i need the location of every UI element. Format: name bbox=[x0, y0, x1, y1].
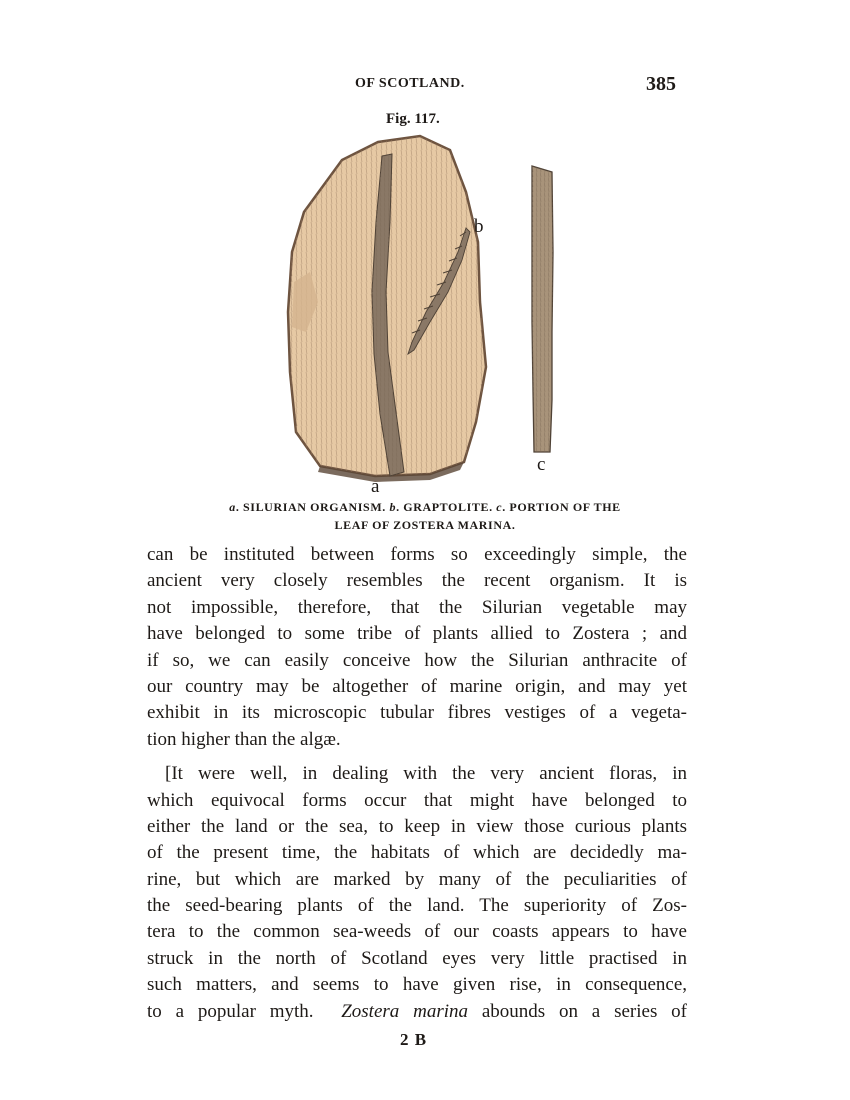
text-line: which equivocal forms occur that might have belonged to bbox=[147, 789, 687, 811]
caption-c: c bbox=[496, 500, 503, 514]
caption-b-text: . GRAPTOLITE. bbox=[396, 500, 493, 514]
caption-a: a bbox=[229, 500, 236, 514]
figure-illustration bbox=[280, 132, 580, 497]
text-line: ancient very closely resembles the recent organism. It is bbox=[147, 570, 687, 592]
page-number: 385 bbox=[646, 73, 676, 95]
text-line: exhibit in its microscopic tubular fibres vestiges of a vegeta- bbox=[147, 702, 687, 724]
text-line: tera to the common sea-weeds of our coasts appears to have bbox=[147, 921, 687, 943]
text-line: rine, but which are marked by many of the peculiarities of bbox=[147, 868, 687, 890]
text-line: either the land or the sea, to keep in view those curious plants bbox=[147, 815, 687, 837]
caption-line-1 bbox=[150, 498, 700, 516]
text-line: of the present time, the habitats of which are decidedly ma- bbox=[147, 842, 687, 864]
text-line: our country may be altogether of marine origin, and may yet bbox=[147, 675, 687, 697]
text-line-last bbox=[147, 999, 687, 1025]
text-line: have belonged to some tribe of plants allied to Zostera ; and bbox=[147, 623, 687, 645]
caption-c-text: . PORTION OF THE bbox=[502, 500, 621, 514]
figure-caption bbox=[150, 498, 700, 534]
text-line: tion higher than the algæ. bbox=[147, 728, 341, 750]
fossil-engraving bbox=[280, 132, 580, 497]
figure-letter-a: a bbox=[371, 476, 380, 497]
text-line: such matters, and seems to have given rise, in consequence, bbox=[147, 974, 687, 996]
running-title: OF SCOTLAND. bbox=[355, 76, 465, 91]
caption-b: b bbox=[389, 500, 397, 514]
caption-line-2: LEAF OF ZOSTERA MARINA. bbox=[334, 518, 516, 532]
paragraph-2 bbox=[147, 761, 687, 1025]
signature-mark: 2 B bbox=[400, 1030, 428, 1049]
text-line: struck in the north of Scotland eyes very little practised in bbox=[147, 947, 687, 969]
figure-letter-c: c bbox=[537, 454, 546, 475]
text-line: if so, we can easily conceive how the Silurian anthracite of bbox=[147, 649, 687, 671]
text-line: [It were well, in dealing with the very ancient floras, in bbox=[165, 763, 687, 785]
text-line: can be instituted between forms so exceedingly simple, the bbox=[147, 544, 687, 565]
species-name: Zostera marina bbox=[341, 1000, 468, 1022]
figure-label: Fig. 117. bbox=[386, 111, 440, 127]
last-line-suffix: abounds on a series of bbox=[468, 1000, 687, 1022]
text-line: the seed-bearing plants of the land. The superiority of Zos- bbox=[147, 895, 687, 917]
text-line: not impossible, therefore, that the Silurian vegetable may bbox=[147, 596, 687, 618]
caption-a-text: . SILURIAN ORGANISM. bbox=[235, 500, 386, 514]
paragraph-1 bbox=[147, 542, 687, 753]
body-text bbox=[147, 542, 687, 1025]
running-head bbox=[0, 73, 850, 100]
last-line-prefix: to a popular myth. bbox=[147, 1000, 342, 1022]
figure-letter-b: b bbox=[474, 216, 484, 237]
